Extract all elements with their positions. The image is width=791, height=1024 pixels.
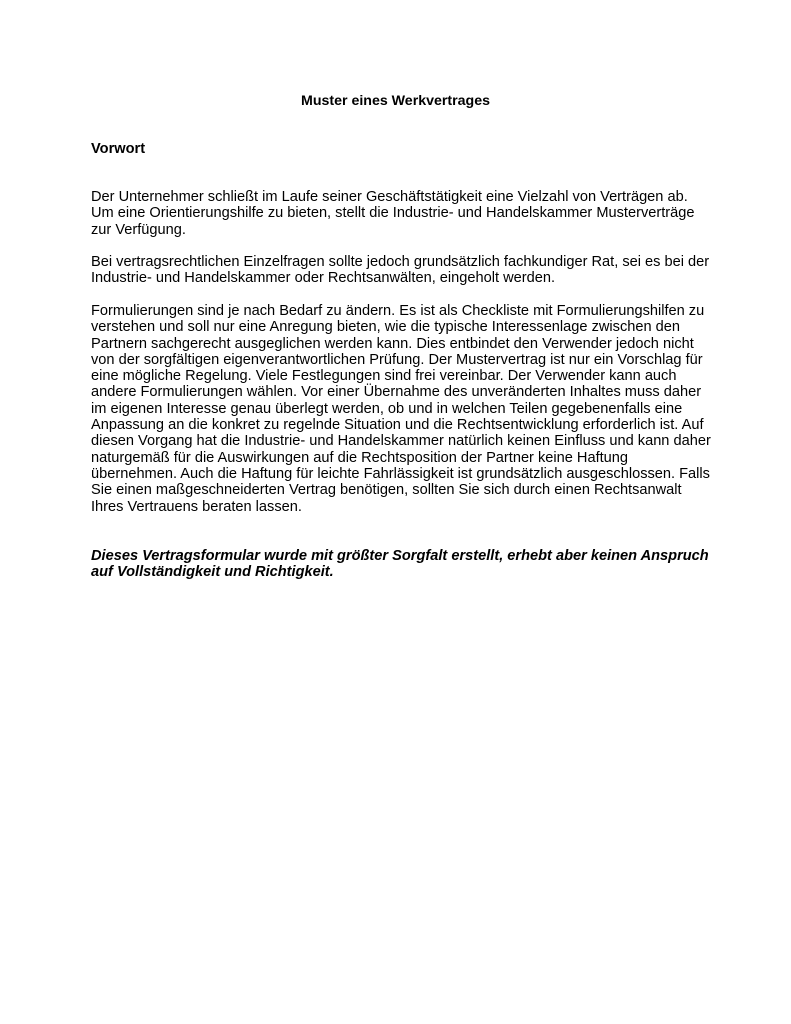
text-line: zur Verfügung.	[91, 221, 186, 238]
text-line: Industrie- und Handelskammer oder Rechtsanwälten, eingeholt werden.	[91, 270, 556, 287]
text-line: Formulierungen sind je nach Bedarf zu ändern. Es ist als Checkliste mit Formulierungshilfen zu	[91, 303, 705, 319]
document-title: Muster eines Werkvertrages	[301, 93, 490, 109]
section-heading: Vorwort	[91, 141, 146, 157]
text-line: übernehmen. Auch die Haftung für leichte Fahrlässigkeit ist grundsätzlich ausgeschlossen. Falls	[91, 465, 710, 482]
paragraph-advice	[91, 254, 709, 287]
text-line: im eigenen Interesse genau überlegt werden, ob und in welchen Teilen gegebenenfalls eine	[91, 400, 683, 417]
text-line: Anpassung an die konkret zu regelnde Situation und die Rechtsentwicklung erforderlich ist. Auf	[91, 417, 704, 434]
text-line: Der Unternehmer schließt im Laufe seiner Geschäftstätigkeit eine Vielzahl von Verträgen ab.	[91, 189, 688, 205]
text-line: diesen Vorgang hat die Industrie- und Handelskammer natürlich keinen Einfluss und kann daher	[91, 433, 711, 450]
text-line: Bei vertragsrechtlichen Einzelfragen sollte jedoch grundsätzlich fachkundiger Rat, sei es bei der	[91, 254, 710, 270]
text-line: verstehen und soll nur eine Anregung bieten, wie die typische Interessenlage zwischen den	[91, 319, 680, 336]
text-line: auf Vollständigkeit und Richtigkeit.	[91, 564, 334, 581]
text-line: Ihres Vertrauens beraten lassen.	[91, 498, 302, 515]
paragraph-formulations	[91, 303, 711, 515]
text-line: Sie einen maßgeschneiderten Vertrag benötigen, sollten Sie sich durch einen Rechtsanwalt	[91, 482, 682, 499]
disclaimer	[91, 548, 709, 581]
text-line: von der sorgfältigen eigenverantwortlichen Prüfung. Der Mustervertrag ist nur ein Vorschlag für	[91, 351, 703, 368]
text-line: Partnern sachgerecht ausgeglichen werden kann. Dies entbindet den Verwender jedoch nicht	[91, 335, 694, 352]
text-line: andere Formulierungen wählen. Vor einer Übernahme des unveränderten Inhaltes muss daher	[91, 384, 702, 401]
text-line: Um eine Orientierungshilfe zu bieten, stellt die Industrie- und Handelskammer Musterverträge	[91, 205, 695, 222]
paragraph-intro	[91, 189, 695, 238]
text-line: Dieses Vertragsformular wurde mit größter Sorgfalt erstellt, erhebt aber keinen Anspruch	[91, 548, 709, 564]
text-line: eine mögliche Regelung. Viele Festlegungen sind frei vereinbar. Der Verwender kann auch	[91, 368, 677, 385]
text-line: naturgemäß für die Auswirkungen auf die Rechtsposition der Partner keine Haftung	[91, 449, 629, 466]
